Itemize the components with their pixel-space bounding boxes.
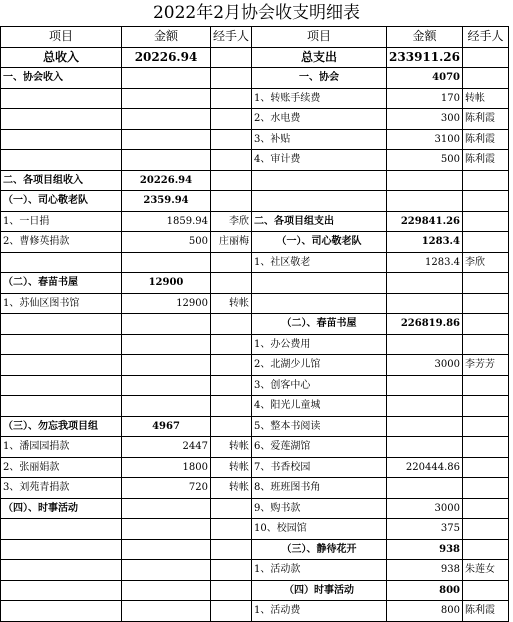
total-income-label: 总收入 bbox=[1, 47, 122, 68]
expense-item bbox=[252, 273, 387, 294]
income-handler bbox=[211, 191, 252, 212]
table-row bbox=[1, 314, 509, 335]
expense-handler: 陈利霞 bbox=[463, 150, 509, 171]
expense-amount bbox=[387, 334, 463, 355]
totals-row bbox=[1, 47, 509, 68]
expense-handler: 朱莲女 bbox=[463, 560, 509, 581]
income-amount bbox=[122, 68, 211, 89]
expense-amount: 938 bbox=[387, 539, 463, 560]
total-expense-label: 总支出 bbox=[252, 47, 387, 68]
expense-handler: 李欣 bbox=[463, 252, 509, 273]
total-income-value: 20226.94 bbox=[122, 47, 211, 68]
income-item bbox=[1, 601, 122, 622]
income-amount bbox=[122, 109, 211, 130]
expense-amount: 220444.86 bbox=[387, 457, 463, 478]
expense-item: 一、协会 bbox=[252, 68, 387, 89]
income-item bbox=[1, 109, 122, 130]
table-row bbox=[1, 191, 509, 212]
income-amount bbox=[122, 375, 211, 396]
header-handler-right: 经手人 bbox=[463, 27, 509, 48]
expense-handler bbox=[463, 437, 509, 458]
table-row bbox=[1, 334, 509, 355]
income-handler: 转帐 bbox=[211, 293, 252, 314]
income-handler bbox=[211, 560, 252, 581]
table-row bbox=[1, 416, 509, 437]
expense-amount: 229841.26 bbox=[387, 211, 463, 232]
expense-handler bbox=[463, 539, 509, 560]
expense-handler: 转帐 bbox=[463, 88, 509, 109]
expense-item: 6、爱莲湖馆 bbox=[252, 437, 387, 458]
expense-item: 9、购书款 bbox=[252, 498, 387, 519]
income-amount: 20226.94 bbox=[122, 170, 211, 191]
table-row bbox=[1, 109, 509, 130]
income-item: 1、苏仙区图书馆 bbox=[1, 293, 122, 314]
table-row bbox=[1, 457, 509, 478]
income-handler bbox=[211, 375, 252, 396]
table-row bbox=[1, 560, 509, 581]
expense-amount bbox=[387, 191, 463, 212]
income-item bbox=[1, 314, 122, 335]
income-amount: 2447 bbox=[122, 437, 211, 458]
expense-amount: 170 bbox=[387, 88, 463, 109]
expense-amount bbox=[387, 273, 463, 294]
table-row bbox=[1, 293, 509, 314]
expense-item: 2、水电费 bbox=[252, 109, 387, 130]
ledger-table bbox=[0, 26, 509, 622]
expense-handler bbox=[463, 519, 509, 540]
income-amount bbox=[122, 498, 211, 519]
income-amount bbox=[122, 129, 211, 150]
income-item bbox=[1, 129, 122, 150]
expense-amount bbox=[387, 437, 463, 458]
expense-handler bbox=[463, 191, 509, 212]
header-item-right: 项目 bbox=[252, 27, 387, 48]
income-amount bbox=[122, 580, 211, 601]
income-amount: 1800 bbox=[122, 457, 211, 478]
income-handler bbox=[211, 416, 252, 437]
income-handler bbox=[211, 129, 252, 150]
expense-handler: 陈利霞 bbox=[463, 601, 509, 622]
header-handler-left: 经手人 bbox=[211, 27, 252, 48]
sheet-title: 2022年2月协会收支明细表 bbox=[152, 3, 361, 23]
table-row bbox=[1, 396, 509, 417]
table-row bbox=[1, 478, 509, 499]
expense-handler: 陈利霞 bbox=[463, 109, 509, 130]
income-handler bbox=[211, 519, 252, 540]
expense-amount: 938 bbox=[387, 560, 463, 581]
expense-item: 2、北湖少儿馆 bbox=[252, 355, 387, 376]
income-amount bbox=[122, 601, 211, 622]
income-handler: 李欣 bbox=[211, 211, 252, 232]
income-handler bbox=[211, 170, 252, 191]
expense-handler bbox=[463, 457, 509, 478]
income-handler: 庄丽梅 bbox=[211, 232, 252, 253]
expense-handler bbox=[463, 580, 509, 601]
table-row bbox=[1, 129, 509, 150]
expense-item: （四）时事活动 bbox=[252, 580, 387, 601]
header-item-left: 项目 bbox=[1, 27, 122, 48]
expense-item: 1、办公费用 bbox=[252, 334, 387, 355]
income-handler bbox=[211, 273, 252, 294]
expense-item: 3、补贴 bbox=[252, 129, 387, 150]
expense-handler bbox=[463, 170, 509, 191]
expense-amount: 3100 bbox=[387, 129, 463, 150]
expense-item: 4、审计费 bbox=[252, 150, 387, 171]
expense-item: 5、整本书阅读 bbox=[252, 416, 387, 437]
expense-item: 1、转账手续费 bbox=[252, 88, 387, 109]
header-amount-right: 金额 bbox=[387, 27, 463, 48]
expense-amount bbox=[387, 416, 463, 437]
total-expense-value: 233911.26 bbox=[387, 47, 463, 68]
income-handler bbox=[211, 68, 252, 89]
expense-item: 8、班班图书角 bbox=[252, 478, 387, 499]
expense-amount bbox=[387, 478, 463, 499]
income-item bbox=[1, 580, 122, 601]
income-amount bbox=[122, 560, 211, 581]
expense-handler bbox=[463, 334, 509, 355]
income-amount bbox=[122, 150, 211, 171]
income-amount: 4967 bbox=[122, 416, 211, 437]
expense-amount: 500 bbox=[387, 150, 463, 171]
expense-item bbox=[252, 170, 387, 191]
table-row bbox=[1, 601, 509, 622]
income-item: 2、张丽娟款 bbox=[1, 457, 122, 478]
income-item: 1、一日捐 bbox=[1, 211, 122, 232]
income-handler bbox=[211, 109, 252, 130]
expense-handler bbox=[463, 68, 509, 89]
expense-handler bbox=[463, 211, 509, 232]
income-amount bbox=[122, 355, 211, 376]
income-item: 1、潘园园捐款 bbox=[1, 437, 122, 458]
income-item bbox=[1, 539, 122, 560]
expense-item: 4、阳光儿童城 bbox=[252, 396, 387, 417]
expense-item: 7、书香校园 bbox=[252, 457, 387, 478]
income-handler bbox=[211, 334, 252, 355]
expense-amount bbox=[387, 375, 463, 396]
total-expense-handler bbox=[463, 47, 509, 68]
expense-item: （三）、静待花开 bbox=[252, 539, 387, 560]
expense-handler bbox=[463, 498, 509, 519]
expense-item: （一）、司心敬老队 bbox=[252, 232, 387, 253]
expense-amount: 3000 bbox=[387, 498, 463, 519]
table-row bbox=[1, 437, 509, 458]
expense-item: 10、校园馆 bbox=[252, 519, 387, 540]
expense-amount bbox=[387, 170, 463, 191]
expense-handler bbox=[463, 314, 509, 335]
expense-item: 3、创客中心 bbox=[252, 375, 387, 396]
income-handler bbox=[211, 88, 252, 109]
income-handler bbox=[211, 314, 252, 335]
table-row bbox=[1, 355, 509, 376]
income-handler bbox=[211, 252, 252, 273]
income-handler bbox=[211, 580, 252, 601]
income-amount bbox=[122, 334, 211, 355]
expense-item bbox=[252, 191, 387, 212]
income-handler: 转帐 bbox=[211, 478, 252, 499]
income-amount bbox=[122, 252, 211, 273]
table-row bbox=[1, 519, 509, 540]
income-item: （四）、时事活动 bbox=[1, 498, 122, 519]
table-row bbox=[1, 170, 509, 191]
table-row bbox=[1, 68, 509, 89]
income-amount bbox=[122, 396, 211, 417]
income-handler bbox=[211, 498, 252, 519]
expense-handler: 李芳芳 bbox=[463, 355, 509, 376]
expense-handler bbox=[463, 478, 509, 499]
expense-item: （二）、春苗书屋 bbox=[252, 314, 387, 335]
expense-amount bbox=[387, 293, 463, 314]
table-row bbox=[1, 273, 509, 294]
table-row bbox=[1, 580, 509, 601]
income-item bbox=[1, 252, 122, 273]
income-item bbox=[1, 334, 122, 355]
header-amount-left: 金额 bbox=[122, 27, 211, 48]
expense-amount: 4070 bbox=[387, 68, 463, 89]
income-handler bbox=[211, 539, 252, 560]
income-item: 二、各项目组收入 bbox=[1, 170, 122, 191]
income-amount: 12900 bbox=[122, 273, 211, 294]
expense-item: 二、各项目组支出 bbox=[252, 211, 387, 232]
expense-handler: 陈利霞 bbox=[463, 129, 509, 150]
income-handler bbox=[211, 396, 252, 417]
expense-amount bbox=[387, 396, 463, 417]
table-row bbox=[1, 88, 509, 109]
income-item bbox=[1, 519, 122, 540]
income-item bbox=[1, 560, 122, 581]
table-row bbox=[1, 211, 509, 232]
table-row bbox=[1, 252, 509, 273]
income-item bbox=[1, 396, 122, 417]
expense-item: 1、活动费 bbox=[252, 601, 387, 622]
income-item: （二）、春苗书屋 bbox=[1, 273, 122, 294]
table-row bbox=[1, 232, 509, 253]
expense-handler bbox=[463, 232, 509, 253]
income-item bbox=[1, 88, 122, 109]
income-handler bbox=[211, 355, 252, 376]
table-row bbox=[1, 498, 509, 519]
table-row bbox=[1, 375, 509, 396]
income-handler bbox=[211, 601, 252, 622]
header-row bbox=[1, 27, 509, 48]
table-row bbox=[1, 539, 509, 560]
expense-amount: 3000 bbox=[387, 355, 463, 376]
expense-amount: 300 bbox=[387, 109, 463, 130]
expense-handler bbox=[463, 416, 509, 437]
expense-amount: 800 bbox=[387, 601, 463, 622]
income-item: （三）、勿忘我项目组 bbox=[1, 416, 122, 437]
expense-amount: 375 bbox=[387, 519, 463, 540]
income-handler: 转帐 bbox=[211, 457, 252, 478]
income-amount bbox=[122, 314, 211, 335]
income-item: 一、协会收入 bbox=[1, 68, 122, 89]
expense-amount: 226819.86 bbox=[387, 314, 463, 335]
total-income-handler bbox=[211, 47, 252, 68]
income-amount bbox=[122, 519, 211, 540]
income-item: 2、曹修英捐款 bbox=[1, 232, 122, 253]
income-handler: 转帐 bbox=[211, 437, 252, 458]
expense-amount: 1283.4 bbox=[387, 252, 463, 273]
income-amount: 1859.94 bbox=[122, 211, 211, 232]
expense-amount: 800 bbox=[387, 580, 463, 601]
income-item bbox=[1, 150, 122, 171]
expense-item: 1、社区敬老 bbox=[252, 252, 387, 273]
income-amount bbox=[122, 88, 211, 109]
expense-handler bbox=[463, 293, 509, 314]
income-item bbox=[1, 375, 122, 396]
income-amount: 720 bbox=[122, 478, 211, 499]
expense-handler bbox=[463, 375, 509, 396]
income-amount bbox=[122, 539, 211, 560]
expense-handler bbox=[463, 396, 509, 417]
income-item: 3、刘苑青捐款 bbox=[1, 478, 122, 499]
income-amount: 500 bbox=[122, 232, 211, 253]
table-row bbox=[1, 150, 509, 171]
income-item bbox=[1, 355, 122, 376]
expense-amount: 1283.4 bbox=[387, 232, 463, 253]
income-amount: 12900 bbox=[122, 293, 211, 314]
expense-item bbox=[252, 293, 387, 314]
expense-handler bbox=[463, 273, 509, 294]
income-amount: 2359.94 bbox=[122, 191, 211, 212]
expense-item: 1、活动款 bbox=[252, 560, 387, 581]
income-handler bbox=[211, 150, 252, 171]
income-item: （一）、司心敬老队 bbox=[1, 191, 122, 212]
